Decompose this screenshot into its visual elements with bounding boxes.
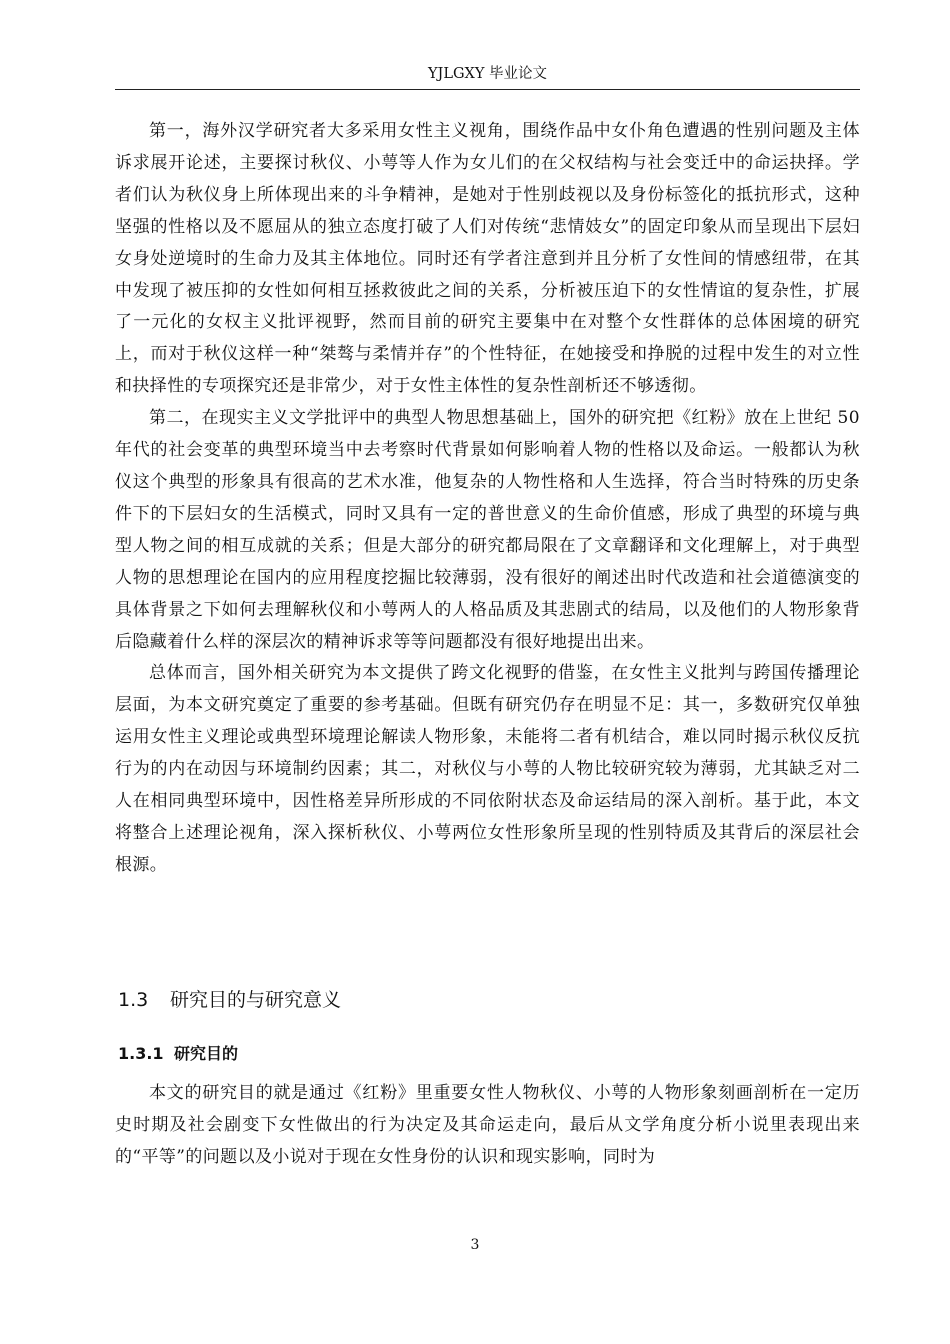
subsection-body-text <box>115 1078 860 1174</box>
subsection-number: 1.3.1 <box>118 1044 164 1063</box>
header-divider <box>115 89 860 90</box>
section-number: 1.3 <box>118 989 149 1011</box>
page-header: YJLGXY 毕业论文 <box>427 66 548 82</box>
paragraph: 第二，在现实主义文学批评中的典型人物思想基础上，国外的研究把《红粉》放在上世纪 50 年代的社会变革的典型环境当中去考察时代背景如何影响着人物的性格以及命运。一般都认为秋仪这个典型的形象具有很高的艺术水准，他复杂的人物性格和人生选择，符合当时特殊的历史条件下的下层妇女的生活模式，同时又具有一定的普世意义的生命价值感，形成了典型的环境与典型人物之间的相互成就的关系；但是大部分的研究都局限在了文章翻译和文化理解上，对于典型人物的思想理论在国内的应用程度挖掘比较薄弱，没有很好的阐述出时代改造和社会道德演变的具体背景之下如何去理解秋仪和小萼两人的人格品质及其悲剧式的结局，以及他们的人物形象背后隐藏着什么样的深层次的精神诉求等等问题都没有很好地提出出来。 <box>115 408 860 652</box>
section-title: 研究目的与研究意义 <box>170 989 342 1011</box>
paragraph: 本文的研究目的就是通过《红粉》里重要女性人物秋仪、小萼的人物形象刻画剖析在一定历史时期及社会剧变下女性做出的行为决定及其命运走向，最后从文学角度分析小说里表现出来的“平等”的问题以及小说对于现在女性身份的认识和现实影响，同时为 <box>115 1083 860 1167</box>
subsection-title: 研究目的 <box>174 1044 239 1063</box>
page-number: 3 <box>470 1237 480 1253</box>
section-heading <box>118 987 341 1013</box>
subsection-heading <box>118 1043 238 1065</box>
paragraph: 第一，海外汉学研究者大多采用女性主义视角，围绕作品中女仆角色遭遇的性别问题及主体诉求展开论述，主要探讨秋仪、小萼等人作为女儿们的在父权结构与社会变迁中的命运抉择。学者们认为秋仪身上所体现出来的斗争精神，是她对于性别歧视以及身份标签化的抵抗形式，这种坚强的性格以及不愿屈从的独立态度打破了人们对传统“悲情妓女”的固定印象从而呈现出下层妇女身处逆境时的生命力及其主体地位。同时还有学者注意到并且分析了女性间的情感纽带，在其中发现了被压抑的女性如何相互拯救彼此之间的关系，分析被压迫下的女性情谊的复杂性，扩展了一元化的女权主义批评视野，然而目前的研究主要集中在对整个女性群体的总体困境的研究上，而对于秋仪这样一种“桀骜与柔情并存”的个性特征，在她接受和挣脱的过程中发生的对立性和抉择性的专项探究还是非常少，对于女性主体性的复杂性剖析还不够透彻。 <box>115 121 860 397</box>
paragraph: 总体而言，国外相关研究为本文提供了跨文化视野的借鉴，在女性主义批判与跨国传播理论层面，为本文研究奠定了重要的参考基础。但既有研究仍存在明显不足：其一，多数研究仅单独运用女性主义理论或典型环境理论解读人物形象，未能将二者有机结合，难以同时揭示秋仪反抗行为的内在动因与环境制约因素；其二，对秋仪与小萼的人物比较研究较为薄弱，尤其缺乏对二人在相同典型环境中，因性格差异所形成的不同依附状态及命运结局的深入剖析。基于此，本文将整合上述理论视角，深入探析秋仪、小萼两位女性形象所呈现的性别特质及其背后的深层社会根源。 <box>115 663 860 875</box>
body-text <box>115 116 860 882</box>
